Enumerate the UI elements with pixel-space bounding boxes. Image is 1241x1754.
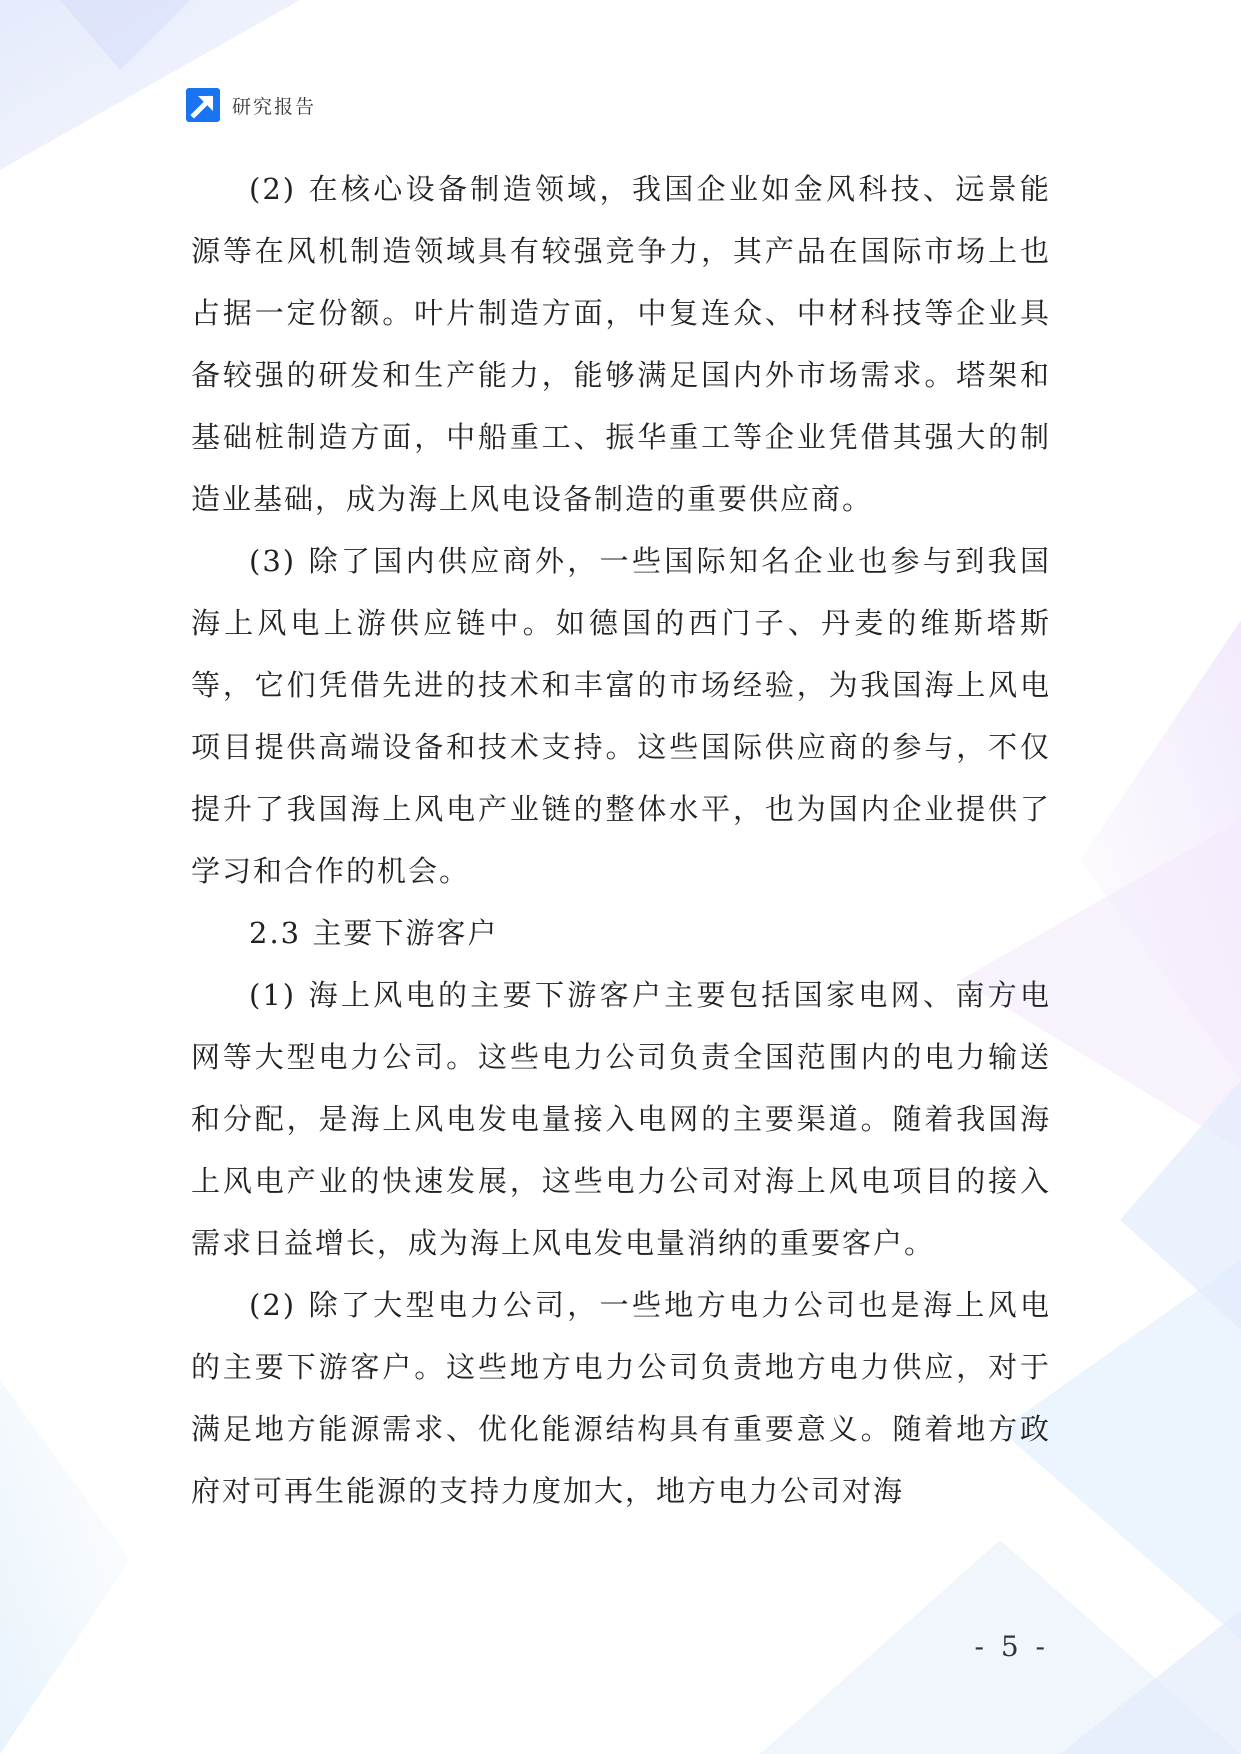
page-number: - 5 -: [974, 1630, 1049, 1663]
paragraph-international-suppliers: (3) 除了国内供应商外，一些国际知名企业也参与到我国海上风电上游供应链中。如德国的西门子、丹麦的维斯塔斯等，它们凭借先进的技术和丰富的市场经验，为我国海上风电项目提供高端设备和技术支持。这些国际供应商的参与，不仅提升了我国海上风电产业链的整体水平，也为国内企业提供了学习和合作的机会。: [191, 544, 1051, 888]
arrow-up-right-icon: [186, 88, 220, 122]
header-title: 研究报告: [232, 95, 317, 118]
paragraph-grid-customers: (1) 海上风电的主要下游客户主要包括国家电网、南方电网等大型电力公司。这些电力公司负责全国范围内的电力输送和分配，是海上风电发电量接入电网的主要渠道。随着我国海上风电产业的快速发展，这些电力公司对海上风电项目的接入需求日益增长，成为海上风电发电量消纳的重要客户。: [191, 978, 1051, 1260]
document-body: [191, 158, 1051, 1522]
report-header: [186, 88, 316, 122]
paragraph-local-customers: (2) 除了大型电力公司，一些地方电力公司也是海上风电的主要下游客户。这些地方电力公司负责地方电力供应，对于满足地方能源需求、优化能源结构具有重要意义。随着地方政府对可再生能源的支持力度加大，地方电力公司对海: [191, 1288, 1051, 1508]
paragraph-core-equipment: (2) 在核心设备制造领域，我国企业如金风科技、远景能源等在风机制造领域具有较强竞争力，其产品在国际市场上也占据一定份额。叶片制造方面，中复连众、中材科技等企业具备较强的研发和生产能力，能够满足国内外市场需求。塔架和基础桩制造方面，中船重工、振华重工等企业凭借其强大的制造业基础，成为海上风电设备制造的重要供应商。: [191, 172, 1051, 516]
section-heading: 2.3 主要下游客户: [249, 916, 499, 950]
